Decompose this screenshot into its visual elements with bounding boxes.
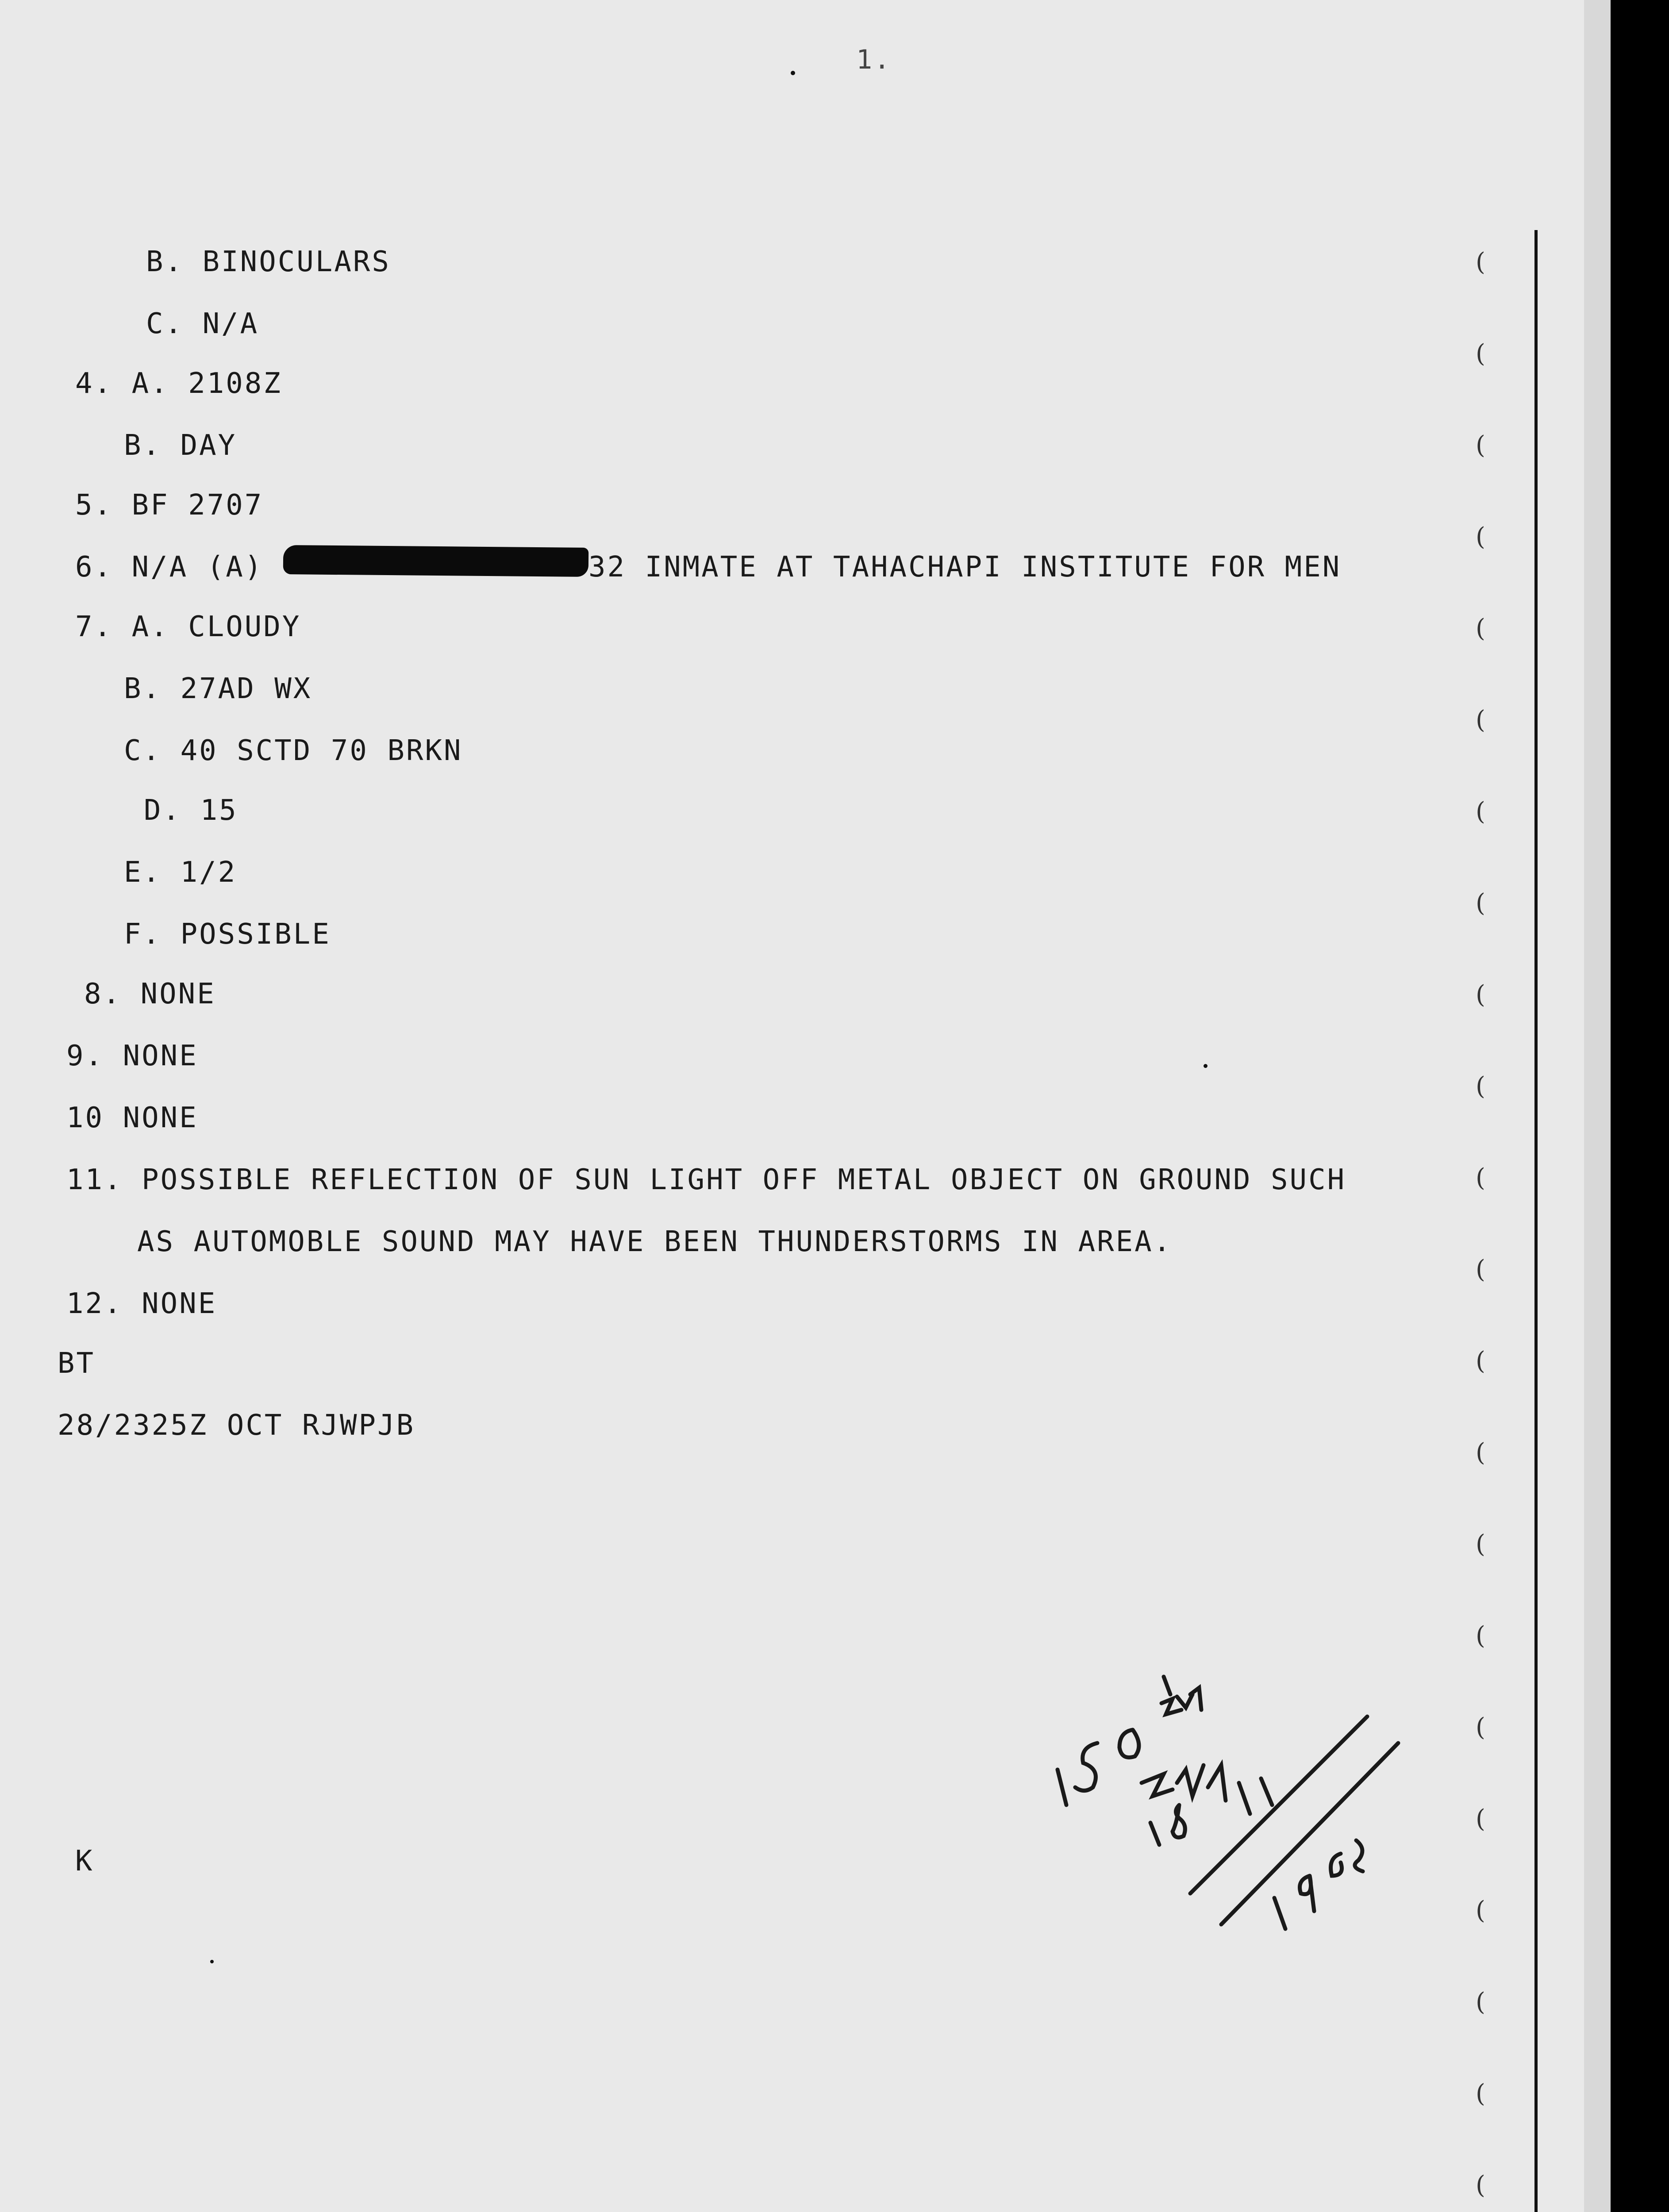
speck	[791, 71, 795, 75]
hw-stroke-10	[1150, 1823, 1159, 1845]
line-10-none: 10 NONE	[66, 1102, 198, 1134]
margin-rule	[1534, 230, 1538, 2212]
margin-paren: (	[1476, 339, 1485, 368]
hw-stroke-3	[1119, 1730, 1139, 1758]
margin-paren: (	[1476, 1805, 1485, 1833]
line-7a-cloudy: 7. A. CLOUDY	[75, 611, 301, 643]
hw-stroke-4	[1164, 1677, 1170, 1694]
line-d-15: D. 15	[144, 794, 238, 827]
line-f-possible: F. POSSIBLE	[124, 918, 331, 951]
margin-paren: (	[1476, 522, 1485, 551]
hw-stroke-14	[1261, 1778, 1272, 1805]
hw-stroke-9	[1177, 1765, 1204, 1796]
line-k: K	[75, 1845, 94, 1878]
line-6-prefix: 6. N/A (A)	[75, 551, 264, 584]
line-b-day: B. DAY	[124, 429, 237, 462]
hw-stroke-13	[1239, 1783, 1250, 1814]
scan-border	[1611, 0, 1669, 2212]
line-4a-time: 4. A. 2108Z	[75, 367, 282, 400]
margin-paren: (	[1476, 1438, 1485, 1467]
margin-paren: (	[1476, 706, 1485, 734]
margin-paren: (	[1476, 1530, 1485, 1559]
hw-stroke-16	[1300, 1876, 1315, 1911]
hw-stroke-12	[1208, 1765, 1226, 1801]
line-11-continuation: AS AUTOMOBLE SOUND MAY HAVE BEEN THUNDERSTORMS IN AREA.	[137, 1225, 1173, 1258]
margin-paren: (	[1476, 1072, 1485, 1101]
hw-stroke-1	[1058, 1770, 1066, 1805]
hw-stroke-18	[1355, 1840, 1363, 1871]
hw-stroke-17	[1331, 1854, 1342, 1876]
margin-paren: (	[1476, 1896, 1485, 1925]
margin-paren: (	[1476, 248, 1485, 276]
line-binoculars: B. BINOCULARS	[146, 246, 391, 278]
margin-paren: (	[1476, 1347, 1485, 1375]
line-e-half: E. 1/2	[124, 856, 237, 889]
hw-stroke-2	[1075, 1743, 1097, 1791]
hw-stroke-6	[1177, 1694, 1192, 1708]
margin-paren: (	[1476, 1255, 1485, 1284]
hw-stroke-15	[1274, 1898, 1285, 1929]
hw-stroke-11	[1173, 1805, 1185, 1837]
line-c-na: C. N/A	[146, 307, 259, 340]
line-dtg: 28/2325Z OCT RJWPJB	[58, 1409, 415, 1442]
speck	[210, 1960, 214, 1963]
line-6-rest: 32 INMATE AT TAHACHAPI INSTITUTE FOR MEN	[588, 551, 1342, 584]
margin-paren: (	[1476, 889, 1485, 918]
margin-paren: (	[1476, 797, 1485, 826]
speck	[1204, 1064, 1208, 1068]
line-8-none: 8. NONE	[84, 978, 216, 1010]
margin-paren: (	[1476, 1164, 1485, 1192]
margin-paren: (	[1476, 614, 1485, 643]
line-11-reflection: 11. POSSIBLE REFLECTION OF SUN LIGHT OFF METAL OBJECT ON GROUND SUCH	[66, 1164, 1346, 1196]
line-b-wx: B. 27AD WX	[124, 672, 312, 705]
margin-paren: (	[1476, 2171, 1485, 2200]
hw-stroke-8	[1142, 1774, 1173, 1796]
margin-paren: (	[1476, 980, 1485, 1009]
margin-paren: (	[1476, 431, 1485, 460]
margin-paren: (	[1476, 1988, 1485, 2016]
top-mark: 1.	[856, 44, 892, 75]
margin-paren: (	[1476, 1713, 1485, 1742]
line-bt: BT	[58, 1347, 96, 1380]
redaction-bar	[283, 545, 589, 577]
line-12-none: 12. NONE	[66, 1287, 217, 1320]
line-5-bf: 5. BF 2707	[75, 489, 264, 522]
line-c-sctd: C. 40 SCTD 70 BRKN	[124, 734, 463, 767]
handwriting-svg	[1031, 1637, 1429, 2035]
line-9-none: 9. NONE	[66, 1040, 198, 1072]
margin-paren: (	[1476, 1621, 1485, 1650]
margin-paren: (	[1476, 2079, 1485, 2108]
page-shadow-edge	[1584, 0, 1611, 2212]
